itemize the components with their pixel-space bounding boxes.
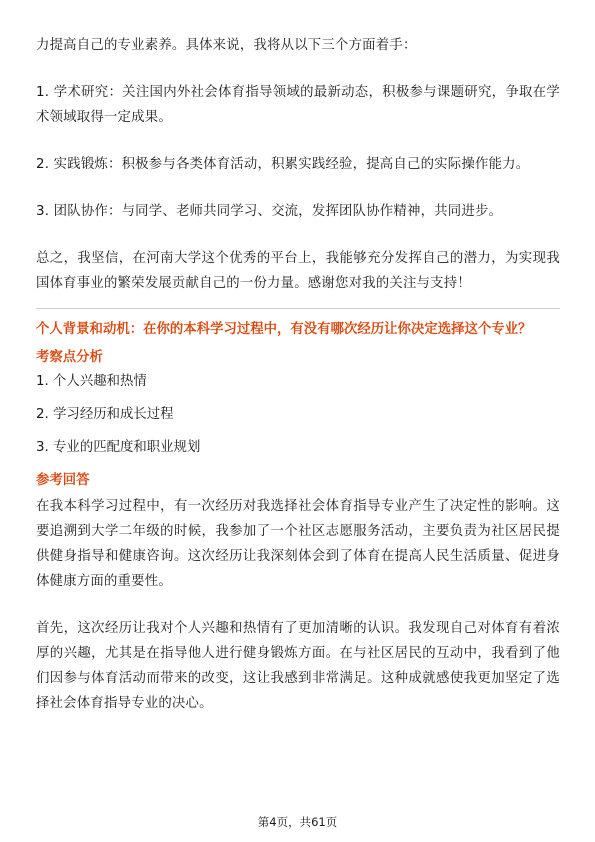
- intro-point-3: 3. 团队协作：与同学、老师共同学习、交流，发挥团队协作精神，共同进步。: [36, 204, 503, 219]
- section-divider: [36, 308, 560, 309]
- answer-paragraph-2: 首先，这次经历让我对个人兴趣和热情有了更加清晰的认识。我发现自己对体育有着浓厚的兴趣，尤其是在指导他人进行健身锻炼方面。在与社区居民的互动中，我看到了他们因参与体育活动而带来的改变，这让我感到非常满足。这种成就感使我更加坚定了选择社会体育指导专业的决心。: [36, 621, 560, 711]
- intro-point-2: 2. 实践锻炼：积极参与各类体育活动，积累实践经验，提高自己的实际操作能力。: [36, 157, 530, 172]
- intro-summary: 总之，我坚信，在河南大学这个优秀的平台上，我能够充分发挥自己的潜力，为实现我国体育事业的繁荣发展贡献自己的一份力量。感谢您对我的关注与支持！: [36, 251, 560, 291]
- analysis-item-2: 2. 学习经历和成长过程: [36, 407, 174, 422]
- analysis-item-3: 3. 专业的匹配度和职业规划: [36, 440, 201, 455]
- answer-paragraph-1: 在我本科学习过程中，有一次经历对我选择社会体育指导专业产生了决定性的影响。这要追溯到大学二年级的时候，我参加了一个社区志愿服务活动，主要负责为社区居民提供健身指导和健康咨询。这次经历让我深刻体会到了体育在提高人民生活质量、促进身体健康方面的重要性。: [36, 499, 560, 589]
- intro-point-1: 1. 学术研究：关注国内外社会体育指导领域的最新动态，积极参与课题研究，争取在学术领域取得一定成果。: [36, 85, 560, 125]
- analysis-item-1: 1. 个人兴趣和热情: [36, 374, 147, 389]
- analysis-heading: 考察点分析: [36, 350, 103, 365]
- document-page: [36, 0, 560, 716]
- answer-heading: 参考回答: [36, 473, 90, 488]
- page-number: 第4页，共61页: [257, 815, 338, 829]
- intro-closing-line: 力提高自己的专业素养。具体来说，我将从以下三个方面着手：: [36, 38, 417, 53]
- question-title: 个人背景和动机：在你的本科学习过程中，有没有哪次经历让你决定选择这个专业？: [36, 322, 532, 337]
